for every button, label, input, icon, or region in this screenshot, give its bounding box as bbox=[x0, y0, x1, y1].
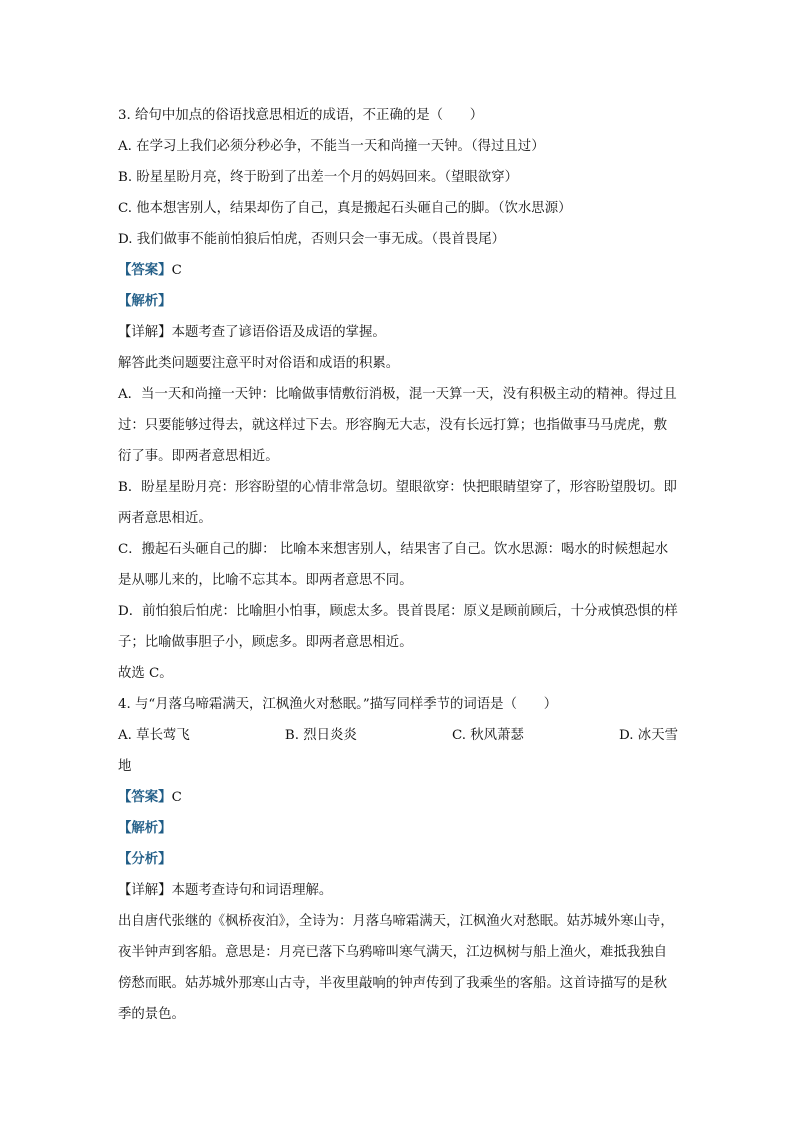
analysis-tag: 【解析】 bbox=[118, 293, 172, 309]
detail-tag: 【详解】 bbox=[118, 325, 172, 340]
q4-analysis-heading bbox=[118, 813, 678, 844]
question-4-stem: 4. 与“月落乌啼霜满天，江枫渔火对愁眠。”描写同样季节的词语是（ ） bbox=[118, 697, 558, 712]
q3-option-c: C. 他本想害别人，结果却伤了自己，真是搬起石头砸自己的脚。（饮水思源） bbox=[118, 201, 572, 216]
answer-value: C bbox=[171, 790, 182, 805]
q4-options-row bbox=[118, 720, 678, 751]
detail-tag: 【详解】 bbox=[118, 883, 172, 898]
q3-option-a: A. 在学习上我们必须分秒必争，不能当一天和尚撞一天钟。（得过且过） bbox=[118, 139, 545, 154]
detail-text: 本题考查诗句和词语理解。 bbox=[171, 883, 333, 898]
q3-detail bbox=[118, 317, 678, 348]
answer-tag: 【答案】 bbox=[118, 789, 172, 805]
q3-option-d: D. 我们做事不能前怕狼后怕虎，否则只会一事无成。（畏首畏尾） bbox=[118, 232, 506, 247]
q3-paragraph: A．当一天和尚撞一天钟：比喻做事情敷衍消极，混一天算一天，没有积极主动的精神。得过且过：只要能够过得去，就这样过下去。形容胸无大志，没有长远打算；也指做事马马虎虎，敷衍了事。即两者意思相近。 bbox=[118, 387, 677, 464]
detail-text: 本题考查了谚语俗语及成语的掌握。 bbox=[171, 325, 386, 340]
fenxi-tag: 【分析】 bbox=[118, 851, 172, 867]
q3-option-b: B. 盼星星盼月亮，终于盼到了出差一个月的妈妈回来。（望眼欲穿） bbox=[118, 170, 518, 185]
document-page bbox=[118, 100, 678, 1030]
q4-option-b: B. 烈日炎炎 bbox=[284, 728, 357, 743]
question-3-stem: 3. 给句中加点的俗语找意思相近的成语，不正确的是（ ） bbox=[118, 108, 484, 123]
q4-answer bbox=[118, 782, 678, 813]
q4-option-c: C. 秋风萧瑟 bbox=[452, 728, 524, 743]
q4-fenxi-heading bbox=[118, 844, 678, 875]
q3-conclusion: 故选 C。 bbox=[118, 666, 173, 681]
q3-paragraph: D．前怕狼后怕虎：比喻胆小怕事，顾虑太多。畏首畏尾：原义是顾前顾后，十分戒慎恐惧的样子；比喻做事胆子小，顾虑多。即两者意思相近。 bbox=[118, 604, 678, 650]
q3-answer bbox=[118, 255, 678, 286]
answer-value: C bbox=[171, 263, 182, 278]
q3-paragraph: 解答此类问题要注意平时对俗语和成语的积累。 bbox=[118, 356, 400, 371]
answer-tag: 【答案】 bbox=[118, 262, 172, 278]
q4-option-d-wrap: 地 bbox=[118, 759, 132, 774]
q3-analysis-heading bbox=[118, 286, 678, 317]
q4-paragraph: 出自唐代张继的《枫桥夜泊》，全诗为：月落乌啼霜满天，江枫渔火对愁眠。姑苏城外寒山寺，夜半钟声到客船。意思是：月亮已落下乌鸦啼叫寒气满天，江边枫树与船上渔火，难抵我独自傍愁而眠。姑苏城外那寒山古寺，半夜里敲响的钟声传到了我乘坐的客船。这首诗描写的是秋季的景色。 bbox=[118, 914, 674, 1022]
analysis-tag: 【解析】 bbox=[118, 820, 172, 836]
q4-option-d: D. 冰天雪 bbox=[619, 728, 678, 743]
q3-paragraph: C．搬起石头砸自己的脚： 比喻本来想害别人，结果害了自己。饮水思源：喝水的时候想起水是从哪儿来的，比喻不忘其本。即两者意思不同。 bbox=[118, 542, 669, 588]
q3-paragraph: B．盼星星盼月亮：形容盼望的心情非常急切。望眼欲穿：快把眼睛望穿了，形容盼望殷切。即两者意思相近。 bbox=[118, 480, 677, 526]
q4-option-a: A. 草长莺飞 bbox=[118, 728, 190, 743]
q4-detail bbox=[118, 875, 678, 906]
